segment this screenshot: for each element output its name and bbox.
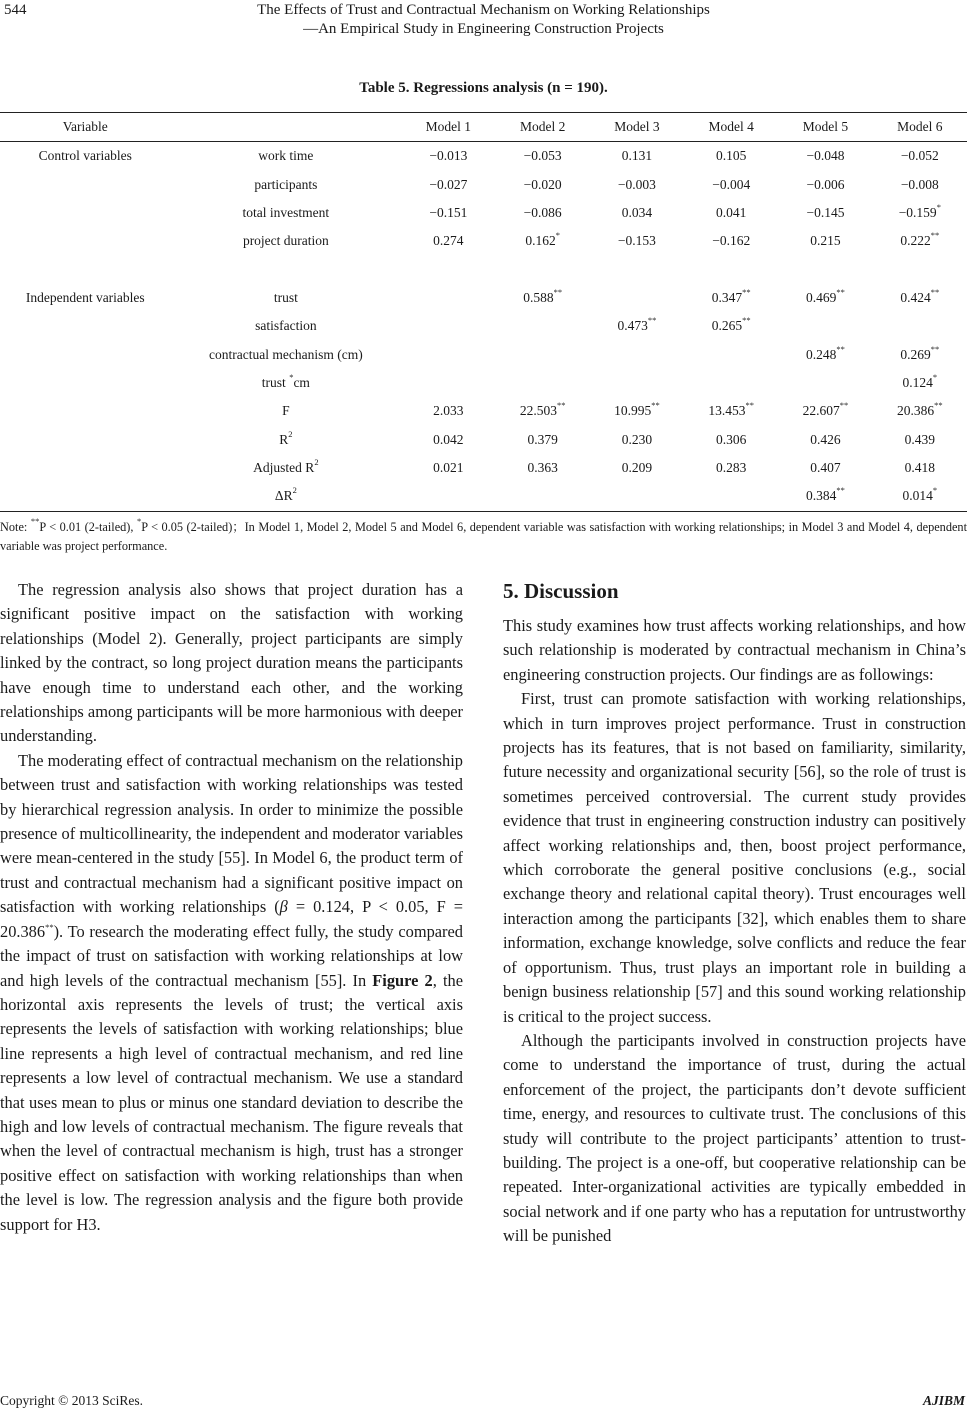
- table-cell: −0.159*: [898, 201, 941, 220]
- table-cell: 10.995**: [614, 400, 660, 419]
- table-row: [0, 142, 967, 171]
- column-header: Model 2: [519, 119, 566, 134]
- variable-name: satisfaction: [255, 318, 317, 334]
- table-cell: −0.086: [523, 204, 562, 220]
- table-note: Note: **P < 0.01 (2-tailed), *P < 0.05 (2-tailed)；In Model 1, Model 2, Model 5 and Model 6, dependent variable was satisfaction with working relationships; in Model 3 and Model 4, dependent variable was project performance.: [0, 516, 967, 553]
- variable-name: participants: [254, 176, 318, 192]
- table-row: [0, 284, 967, 312]
- table-cell: −0.052: [900, 148, 939, 164]
- body-paragraph: First, trust can promote satisfaction with working relationships, which in turn improves project performance. Trust in construction projects has its features, that is not based on familiarity, similarity, future necessity and organizational security [56], so the role of trust is sometimes perceived controversial. The current study provides evidence that trust in engineering construction industry can positively affect working relationships and, then, boost project performance, which corroborate the general positive conclusions (e.g., social exchange theory and relational capital theory). Trust encourages well interaction among the participants [32], which enables them to share information, exchange knowledge, solve conflicts and reduce the fear of opportunism. Thus, trust plays an important role in building a benign business relationship [57] and this sound working relationship is critical to the project success.: [503, 689, 966, 1026]
- table-row: [0, 199, 967, 227]
- variable-name: $\Delta R^2$: [274, 485, 297, 504]
- table-body: [0, 142, 967, 512]
- table-cell: 0.439: [904, 431, 935, 447]
- row-group-label: [0, 397, 171, 425]
- variable-name: contractual mechanism (cm): [209, 346, 363, 362]
- column-header: Model 4: [708, 119, 754, 134]
- table-cell: 0.424**: [900, 286, 940, 305]
- table-cell: 0.384**: [806, 485, 845, 504]
- right-text-column: [503, 578, 966, 1249]
- table-cell: [778, 369, 872, 397]
- copyright-notice: Copyright © 2013 SciRes.: [0, 1393, 144, 1408]
- table-cell: [684, 369, 778, 397]
- table-cell: −0.153: [617, 233, 656, 249]
- table-cell: 0.473**: [617, 315, 657, 334]
- table-cell: [401, 340, 495, 368]
- table-cell: 0.588**: [523, 286, 563, 305]
- table-cell: [496, 340, 590, 368]
- table-cell: 0.222**: [900, 230, 940, 249]
- table-cell: −0.027: [429, 176, 468, 192]
- body-paragraph: The moderating effect of contractual mechanism on the relationship between trust and satisfaction with working relationships was tested by hierarchical regression analysis. In order to minimize the possible presence of multicollinearity, the independent and moderator variables were mean-centered in the study [55]. In Model 6, the product term of trust and contractual mechanism had a significant positive impact on satisfaction with working relationships (β = 0.124, P < 0.05, F = 20.386**). To research the moderating effect fully, the study compared the impact of trust on satisfaction with working relationships at low and high levels of the contractual mechanism [55]. In Figure 2, the horizontal axis represents the levels of trust; the vertical axis represents the levels of satisfaction with working relationships; blue line represents a high level of contractual mechanism, and red line represents a low level of contractual mechanism. We use a standard that uses mean to plus or minus one standard deviation to describe the high and low levels of contractual mechanism. The figure reveals that when the level of contractual mechanism is high, trust has a stronger positive effect on satisfaction with working relationships than when the level is low. The regression analysis and the figure both provide support for H3.: [0, 750, 464, 1234]
- table-cell: 20.386**: [897, 400, 943, 419]
- body-paragraph: This study examines how trust affects working relationships, and how such relationship is moderated by contractual mechanism in China’s engineering construction projects. Our findings are as followings:: [503, 616, 966, 684]
- table-cell: 0.363: [527, 460, 558, 476]
- table-cell: [401, 369, 495, 397]
- table-cell: 0.162*: [525, 230, 560, 249]
- table-cell: 0.105: [716, 148, 747, 164]
- row-group-label: [0, 482, 171, 511]
- table-cell: −0.008: [900, 176, 939, 192]
- running-title-line2: —An Empirical Study in Engineering Construction Projects: [303, 21, 664, 37]
- table-cell: −0.020: [523, 176, 562, 192]
- spacer-cell: [0, 256, 967, 284]
- table-cell: 0.418: [904, 460, 935, 476]
- table-cell: 0.347**: [711, 286, 751, 305]
- table-cell: −0.145: [806, 204, 845, 220]
- table-cell: 13.453**: [708, 400, 755, 419]
- table-cell: 0.306: [716, 431, 747, 447]
- row-group-label: [0, 170, 171, 198]
- row-group-label: [0, 227, 171, 255]
- row-group-label: [0, 426, 171, 454]
- table-cell: 0.209: [621, 460, 653, 476]
- row-group-label: [0, 312, 171, 340]
- table-row: [0, 454, 967, 482]
- regression-table: [0, 112, 967, 512]
- variable-name: total investment: [242, 204, 330, 220]
- column-header: Model 1: [425, 119, 472, 134]
- table-cell: [590, 482, 684, 511]
- table-cell: [873, 312, 967, 340]
- table-cell: [778, 312, 872, 340]
- table-cell: −0.004: [712, 176, 751, 192]
- table-cell: −0.151: [429, 204, 468, 220]
- table-cell: 0.034: [621, 204, 653, 220]
- page-number: 544: [4, 2, 27, 18]
- table-row: [0, 312, 967, 340]
- table-cell: 0.131: [621, 148, 653, 164]
- table-cell: 22.503**: [519, 400, 566, 419]
- table-cell: [684, 340, 778, 368]
- table-cell: [401, 284, 495, 312]
- table-cell: 0.124*: [902, 371, 938, 390]
- table-cell: 0.469**: [806, 286, 845, 305]
- table-cell: [401, 482, 495, 511]
- row-group-label: [0, 369, 171, 397]
- table-cell: 0.274: [433, 233, 464, 249]
- table-row: [0, 482, 967, 511]
- running-header: [0, 0, 967, 44]
- running-title-line1: The Effects of Trust and Contractual Mechanism on Working Relationships: [257, 2, 710, 18]
- row-group-label: [0, 199, 171, 227]
- table-spacer-row: [0, 256, 967, 284]
- journal-abbreviation: AJIBM: [922, 1393, 965, 1408]
- table-header-row: [0, 113, 967, 142]
- variable-name: trust: [273, 289, 298, 305]
- column-header: Variable: [62, 119, 108, 134]
- table-row: [0, 340, 967, 368]
- column-header: Model 6: [897, 119, 943, 134]
- table-cell: [496, 482, 590, 511]
- variable-name: F: [282, 403, 290, 419]
- table-cell: 0.379: [527, 431, 558, 447]
- table-cell: 0.407: [810, 460, 841, 476]
- section-heading: 5. Discussion: [503, 579, 619, 603]
- column-header: Model 5: [802, 119, 849, 134]
- table-cell: 22.607**: [802, 400, 849, 419]
- body-paragraph: Although the participants involved in construction projects have come to understand the importance of trust, during the actual enforcement of the project, the participants don’t devote sufficient time, energy, and resources to cultivate trust. The conclusions of this study will contribute to the project participants’ attention to trust-building. The project is a one-off, but cooperative relationship can be repeated. Inter-organizational activities are typically embedded in social network and if one party who has a reputation for untrustworthy will be punished: [503, 1030, 966, 1246]
- variable-name: work time: [258, 148, 314, 164]
- variable-name: trust *cm: [261, 371, 310, 390]
- body-paragraph: The regression analysis also shows that project duration has a significant positive impact on the satisfaction with working relationships (Model 2). Generally, project participants are simply linked by the contract, so long project duration means the participants have enough time to understand each other, and the working relationships among participants will be more harmonious with deeper understanding.: [0, 580, 463, 746]
- table-cell: −0.048: [806, 148, 845, 164]
- table-cell: 0.265**: [711, 315, 751, 334]
- table-row: [0, 170, 967, 198]
- table-row: [0, 369, 967, 397]
- table-cell: −0.053: [523, 148, 562, 164]
- table-cell: 0.283: [716, 460, 747, 476]
- left-text-column: [0, 578, 463, 1237]
- table-cell: −0.006: [806, 176, 845, 192]
- table-row: [0, 397, 967, 425]
- table-caption: Table 5. Regressions analysis (n = 190).: [359, 80, 608, 96]
- table-cell: [496, 312, 590, 340]
- row-group-label: Independent variables: [25, 289, 145, 305]
- table-cell: 0.248**: [806, 343, 845, 362]
- table-cell: 0.014*: [902, 485, 938, 504]
- table-cell: −0.013: [429, 148, 468, 164]
- table-cell: 0.426: [810, 431, 841, 447]
- column-header: [171, 113, 402, 142]
- table-cell: 2.033: [433, 403, 464, 419]
- table-cell: 0.269**: [900, 343, 940, 362]
- table-cell: −0.162: [712, 233, 751, 249]
- table-cell: 0.042: [433, 431, 464, 447]
- table-cell: [590, 340, 684, 368]
- table-cell: [590, 284, 684, 312]
- table-cell: 0.041: [716, 204, 747, 220]
- variable-name: Adjusted $R^2$: [253, 457, 319, 476]
- variable-name: $R^2$: [279, 428, 293, 447]
- table-cell: [496, 369, 590, 397]
- table-row: [0, 227, 967, 255]
- column-header: Model 3: [614, 119, 660, 134]
- table-cell: [684, 482, 778, 511]
- row-group-label: [0, 454, 171, 482]
- table-cell: −0.003: [617, 176, 656, 192]
- variable-name: project duration: [242, 233, 329, 249]
- row-group-label: [0, 340, 171, 368]
- row-group-label: Control variables: [38, 148, 132, 164]
- table-cell: 0.230: [621, 431, 653, 447]
- table-row: [0, 426, 967, 454]
- table-cell: [590, 369, 684, 397]
- table-cell: [401, 312, 495, 340]
- table-cell: 0.215: [810, 233, 841, 249]
- table-cell: 0.021: [433, 460, 464, 476]
